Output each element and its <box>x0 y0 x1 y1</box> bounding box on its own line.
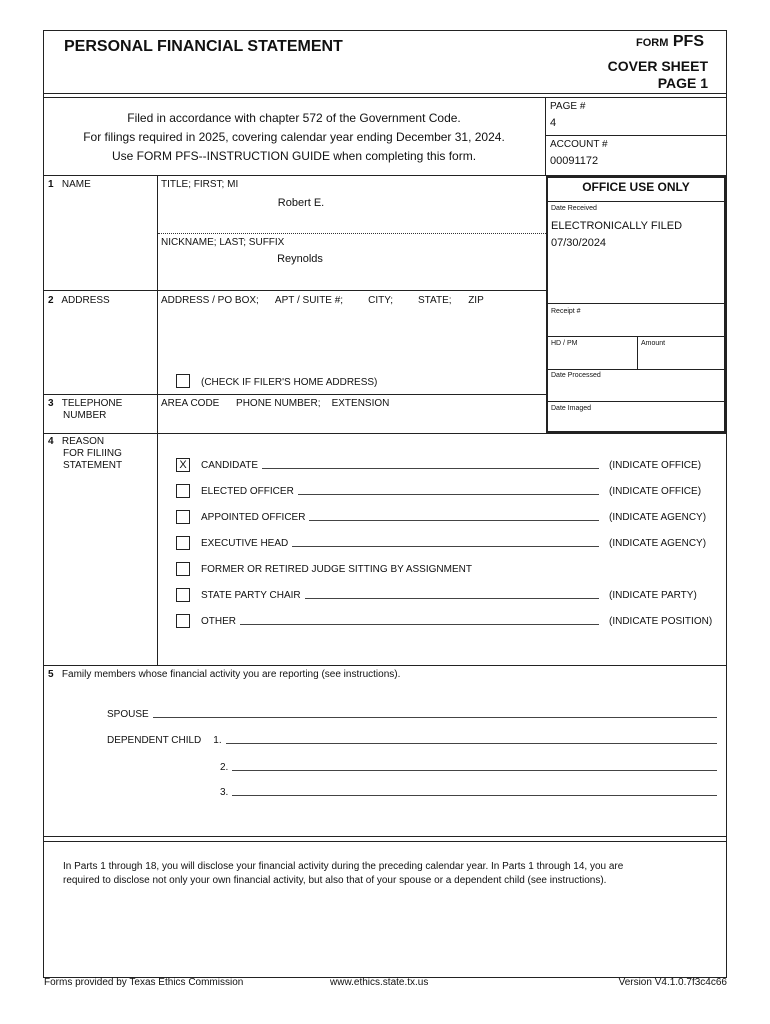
reason-label: REASON <box>61 436 105 447</box>
reason-option-row-3 <box>201 512 717 523</box>
name-dotted-divider <box>158 233 546 234</box>
date-received-value: 07/30/2024 <box>551 237 607 249</box>
amount-label: Amount <box>641 340 666 347</box>
reason-option-hint: (INDICATE OFFICE) <box>609 460 702 471</box>
intro-line-3: Use FORM PFS--INSTRUCTION GUIDE when completing this form. <box>111 149 477 163</box>
reason-option-label: CANDIDATE <box>201 460 259 471</box>
amount-divider <box>637 336 638 369</box>
footer-version: Version V4.1.0.7f3c4c66 <box>618 977 727 988</box>
reason-option-label: OTHER <box>201 616 236 627</box>
reason-option-row-4 <box>201 538 717 549</box>
phone-fields-label: AREA CODE PHONE NUMBER; EXTENSION <box>161 398 390 409</box>
reason-checkbox-1[interactable]: X <box>176 458 190 472</box>
reason-option-row-6 <box>201 590 717 601</box>
child-number-2: 2. <box>220 762 229 773</box>
section-3-label <box>48 398 122 409</box>
account-divider <box>545 135 727 136</box>
section-2-label <box>48 295 110 306</box>
receipt-label: Receipt # <box>551 308 581 315</box>
section-5-label <box>48 669 400 680</box>
footer-provider: Forms provided by Texas Ethics Commission <box>44 977 244 988</box>
hdpm-divider <box>546 336 726 337</box>
child-number-1: 1. <box>213 735 222 746</box>
reason-option-row-5 <box>201 564 717 575</box>
page-number-label: PAGE # <box>550 101 586 112</box>
section-4-number: 4 <box>48 436 54 447</box>
reason-option-row-7 <box>201 616 717 627</box>
section-2-number: 2 <box>48 295 54 306</box>
account-number-value[interactable]: 00091172 <box>550 155 599 167</box>
page-number-value[interactable]: 4 <box>550 117 557 129</box>
date-imaged-label: Date Imaged <box>551 405 592 412</box>
section-1-bottom <box>43 290 546 291</box>
page-label: PAGE 1 <box>657 75 708 91</box>
reason-option-hint: (INDICATE AGENCY) <box>609 538 707 549</box>
title-first-mi-label: TITLE; FIRST; MI <box>161 179 239 190</box>
section-4-bottom <box>43 665 727 666</box>
reason-checkbox-4[interactable] <box>176 536 190 550</box>
reason-option-field[interactable] <box>305 598 599 599</box>
account-number-label: ACCOUNT # <box>550 139 608 150</box>
header-divider-2 <box>43 97 727 98</box>
reason-checkbox-7[interactable] <box>176 614 190 628</box>
reason-option-field[interactable] <box>262 468 599 469</box>
dependent-child-field-3[interactable] <box>232 795 717 796</box>
telephone-label-2: NUMBER <box>63 410 107 421</box>
spouse-field[interactable] <box>153 717 717 718</box>
reason-option-hint: (INDICATE POSITION) <box>609 616 713 627</box>
reason-option-label: FORMER OR RETIRED JUDGE SITTING BY ASSIGNMENT <box>201 564 472 575</box>
reason-option-hint: (INDICATE AGENCY) <box>609 512 707 523</box>
reason-option-label: STATE PARTY CHAIR <box>201 590 301 601</box>
form-title: PERSONAL FINANCIAL STATEMENT <box>64 38 343 55</box>
footer-website[interactable]: www.ethics.state.tx.us <box>330 977 429 988</box>
hdpm-label: HD / PM <box>551 340 578 347</box>
office-use-title: OFFICE USE ONLY <box>582 180 690 194</box>
reason-option-field[interactable] <box>309 520 599 521</box>
intro-line-1: Filed in accordance with chapter 572 of the Government Code. <box>127 111 461 125</box>
reason-checkbox-3[interactable] <box>176 510 190 524</box>
section-1-number: 1 <box>48 179 54 190</box>
address-label: ADDRESS <box>61 295 110 306</box>
form-prefix: FORM <box>636 37 669 49</box>
reason-option-field[interactable] <box>240 624 599 625</box>
dependent-child-row-2 <box>220 762 717 773</box>
reason-option-row-1 <box>201 460 717 471</box>
form-code-value: PFS <box>672 33 704 50</box>
reason-checkbox-2[interactable] <box>176 484 190 498</box>
processed-divider <box>546 369 726 370</box>
filing-status: ELECTRONICALLY FILED <box>551 220 683 232</box>
reason-option-field[interactable] <box>298 494 599 495</box>
telephone-label: TELEPHONE <box>61 398 123 409</box>
reason-checkbox-6[interactable] <box>176 588 190 602</box>
intro-divider <box>545 97 546 175</box>
section-1-label <box>48 179 91 190</box>
dependent-child-field-1[interactable] <box>226 743 717 744</box>
reason-option-hint: (INDICATE OFFICE) <box>609 486 702 497</box>
spouse-row <box>107 709 717 720</box>
title-first-mi-value[interactable]: Robert E. <box>277 197 325 209</box>
date-received-label: Date Received <box>551 205 597 212</box>
office-use-divider <box>546 201 726 202</box>
dependent-child-row-1 <box>107 735 717 746</box>
date-processed-label: Date Processed <box>551 372 601 379</box>
dependent-child-row-3 <box>220 787 717 798</box>
notice-divider-2 <box>43 841 727 842</box>
section-4-label <box>48 436 104 447</box>
home-address-check-label: (CHECK IF FILER'S HOME ADDRESS) <box>201 377 378 388</box>
form-code <box>636 33 704 51</box>
office-use-box <box>546 176 726 433</box>
reason-option-row-2 <box>201 486 717 497</box>
nickname-last-suffix-label: NICKNAME; LAST; SUFFIX <box>161 237 285 248</box>
reason-option-label: ELECTED OFFICER <box>201 486 294 497</box>
section-3-bottom <box>43 433 727 434</box>
reason-option-hint: (INDICATE PARTY) <box>609 590 697 601</box>
section-3-number: 3 <box>48 398 54 409</box>
spouse-label: SPOUSE <box>107 709 149 720</box>
notice-divider <box>43 836 727 837</box>
receipt-divider <box>546 303 726 304</box>
family-members-label: Family members whose financial activity you are reporting (see instructions). <box>61 669 401 680</box>
reason-option-label: EXECUTIVE HEAD <box>201 538 289 549</box>
reason-option-label: APPOINTED OFFICER <box>201 512 306 523</box>
reason-option-field[interactable] <box>292 546 599 547</box>
section-2-bottom <box>43 394 546 395</box>
child-number-3: 3. <box>220 787 229 798</box>
home-address-checkbox[interactable] <box>176 374 190 388</box>
label-column-divider <box>157 175 158 665</box>
reason-label-3: STATEMENT <box>63 460 123 471</box>
address-fields-label: ADDRESS / PO BOX; APT / SUITE #; CITY; STATE; ZIP <box>161 295 484 306</box>
dependent-child-field-2[interactable] <box>232 770 717 771</box>
name-label: NAME <box>61 179 91 190</box>
dependent-child-label: DEPENDENT CHILD <box>107 735 202 746</box>
reason-label-2: FOR FILIING <box>63 448 122 459</box>
section-5-number: 5 <box>48 669 54 680</box>
header-divider <box>43 93 727 94</box>
notice-line-2: required to disclose not only your own financial activity, but also that of your spouse or a dependent child (see instructions). <box>63 875 607 886</box>
nickname-last-suffix-value[interactable]: Reynolds <box>277 253 323 265</box>
notice-line-1: In Parts 1 through 18, you will disclose your financial activity during the preceding calendar year. In Parts 1 through 14, you are <box>63 861 624 872</box>
cover-sheet-label: COVER SHEET <box>607 58 708 74</box>
imaged-divider <box>546 401 726 402</box>
intro-line-2: For filings required in 2025, covering calendar year ending December 31, 2024. <box>83 130 505 144</box>
reason-checkbox-5[interactable] <box>176 562 190 576</box>
